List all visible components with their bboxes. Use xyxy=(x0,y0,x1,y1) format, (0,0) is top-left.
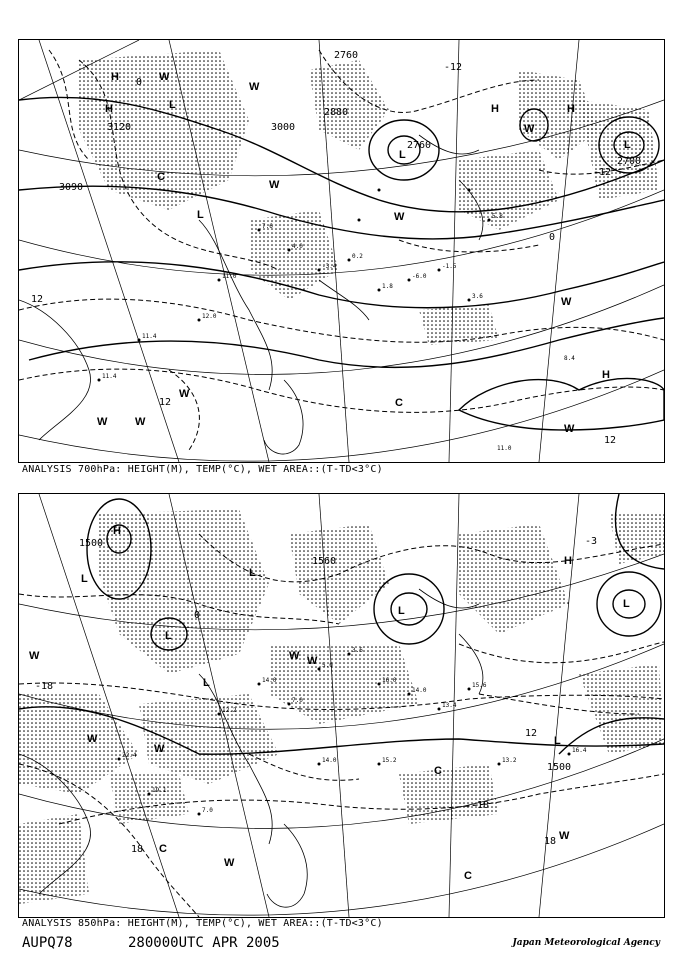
svg-text:7.0: 7.0 xyxy=(292,697,303,704)
low-symbol: L xyxy=(399,149,406,161)
contour-label: 1500 xyxy=(79,538,104,549)
contour-label: 12 xyxy=(159,397,172,408)
contour-label: 3120 xyxy=(107,122,132,133)
svg-text:12.0: 12.0 xyxy=(202,313,217,320)
svg-text:1.8: 1.8 xyxy=(382,283,393,290)
low-symbol: L xyxy=(81,573,88,585)
low-symbol: L xyxy=(554,735,561,747)
svg-text:5.8: 5.8 xyxy=(492,213,503,220)
svg-text:22.4: 22.4 xyxy=(122,752,137,759)
cold-symbol: C xyxy=(157,171,165,183)
contour-label: 2760 xyxy=(334,50,359,61)
contour-label: 1500 xyxy=(547,762,572,773)
high-symbol: H xyxy=(602,369,610,381)
high-symbol: H xyxy=(491,103,499,115)
svg-text:14.0: 14.0 xyxy=(412,687,427,694)
contour-label: 2760 xyxy=(407,140,432,151)
warm-symbol: W xyxy=(524,123,535,135)
svg-text:19.1: 19.1 xyxy=(152,787,167,794)
cold-symbol: C xyxy=(434,765,442,777)
contour-label: 12 xyxy=(525,728,538,739)
svg-text:5.0: 5.0 xyxy=(322,662,333,669)
svg-text:15.2: 15.2 xyxy=(382,757,397,764)
contour-label: 12 xyxy=(604,435,617,446)
warm-symbol: W xyxy=(154,743,165,755)
map-700hpa-canvas xyxy=(19,40,664,462)
warm-symbol: W xyxy=(97,416,108,428)
low-symbol: L xyxy=(197,209,204,221)
contour-label: 3090 xyxy=(59,182,84,193)
low-symbol: L xyxy=(624,139,631,151)
warm-symbol: W xyxy=(559,830,570,842)
low-symbol: L xyxy=(169,99,176,111)
contour-label: 1560 xyxy=(312,556,337,567)
svg-text:13.4: 13.4 xyxy=(442,702,457,709)
svg-text:11.0: 11.0 xyxy=(497,445,512,452)
warm-symbol: W xyxy=(249,81,260,93)
wet-areas xyxy=(19,509,664,904)
svg-text:0.2: 0.2 xyxy=(352,253,363,260)
high-symbol: H xyxy=(567,103,575,115)
contour-label: 3000 xyxy=(271,122,296,133)
high-symbol: H xyxy=(113,525,121,537)
warm-symbol: W xyxy=(394,211,405,223)
cold-symbol: C xyxy=(395,397,403,409)
caption-850hpa: ANALYSIS 850hPa: HEIGHT(M), TEMP(°C), WET AREA::(T-TD<3°C) xyxy=(22,918,383,929)
contour-label: -12 xyxy=(593,167,612,178)
svg-text:8.4: 8.4 xyxy=(564,355,575,362)
svg-text:4.0: 4.0 xyxy=(292,243,303,250)
svg-text:12.2: 12.2 xyxy=(222,707,237,714)
agency-name: Japan Meteorological Agency xyxy=(512,938,660,948)
svg-text:11.0: 11.0 xyxy=(222,273,237,280)
warm-symbol: W xyxy=(564,423,575,435)
svg-text:3.6: 3.6 xyxy=(352,647,363,654)
low-symbol: L xyxy=(203,677,210,689)
high-symbol: H xyxy=(105,103,113,115)
svg-text:15.6: 15.6 xyxy=(472,682,487,689)
contour-label: 12 xyxy=(31,294,44,305)
contour-label: 0 xyxy=(549,232,556,243)
wet-areas xyxy=(79,50,659,345)
low-symbol: L xyxy=(165,630,172,642)
low-symbol: L xyxy=(249,567,256,579)
cold-symbol: C xyxy=(159,843,167,855)
low-symbol: L xyxy=(623,598,630,610)
contour-label: -3 xyxy=(585,536,598,547)
contour-label: 2880 xyxy=(324,107,349,118)
high-symbol: H xyxy=(564,555,572,567)
map-850hpa-canvas xyxy=(19,494,664,917)
warm-symbol: W xyxy=(29,650,40,662)
valid-time: 280000UTC APR 2005 xyxy=(128,935,280,951)
coastlines xyxy=(19,135,483,454)
warm-symbol: W xyxy=(289,650,300,662)
warm-symbol: W xyxy=(87,733,98,745)
warm-symbol: W xyxy=(179,388,190,400)
warm-symbol: W xyxy=(307,655,318,667)
contour-label: 0 xyxy=(194,610,201,621)
cold-symbol: W xyxy=(159,71,170,83)
contour-label: 0 xyxy=(136,77,143,88)
cold-symbol: C xyxy=(464,870,472,882)
svg-text:-1.5: -1.5 xyxy=(442,263,457,270)
contour-label: 18 xyxy=(544,836,557,847)
svg-text:11.4: 11.4 xyxy=(142,333,157,340)
low-symbol: W xyxy=(135,416,146,428)
map-850hpa xyxy=(18,493,665,918)
high-symbol: H xyxy=(111,71,119,83)
svg-text:7.0: 7.0 xyxy=(202,807,213,814)
contour-label: -18 xyxy=(471,800,490,811)
contour-label: -18 xyxy=(35,681,54,692)
svg-text:-3.4: -3.4 xyxy=(322,263,337,270)
warm-symbol: W xyxy=(269,179,280,191)
low-symbol: L xyxy=(398,605,405,617)
svg-text:-6.0: -6.0 xyxy=(412,273,427,280)
svg-text:13.2: 13.2 xyxy=(502,757,517,764)
warm-symbol: W xyxy=(561,296,572,308)
station-values xyxy=(102,213,575,452)
chart-id: AUPQ78 xyxy=(22,935,73,951)
caption-700hpa: ANALYSIS 700hPa: HEIGHT(M), TEMP(°C), WET AREA::(T-TD<3°C) xyxy=(22,464,383,475)
contour-label: 18 xyxy=(131,844,144,855)
svg-text:14.0: 14.0 xyxy=(262,677,277,684)
warm-symbol: W xyxy=(224,857,235,869)
svg-text:16.0: 16.0 xyxy=(382,677,397,684)
svg-text:7.6: 7.6 xyxy=(262,223,273,230)
contour-label: 2700 xyxy=(617,156,642,167)
svg-text:14.0: 14.0 xyxy=(322,757,337,764)
contour-label: -12 xyxy=(444,62,463,73)
svg-text:3.6: 3.6 xyxy=(472,293,483,300)
map-700hpa xyxy=(18,39,665,463)
svg-text:11.4: 11.4 xyxy=(102,373,117,380)
svg-text:16.4: 16.4 xyxy=(572,747,587,754)
